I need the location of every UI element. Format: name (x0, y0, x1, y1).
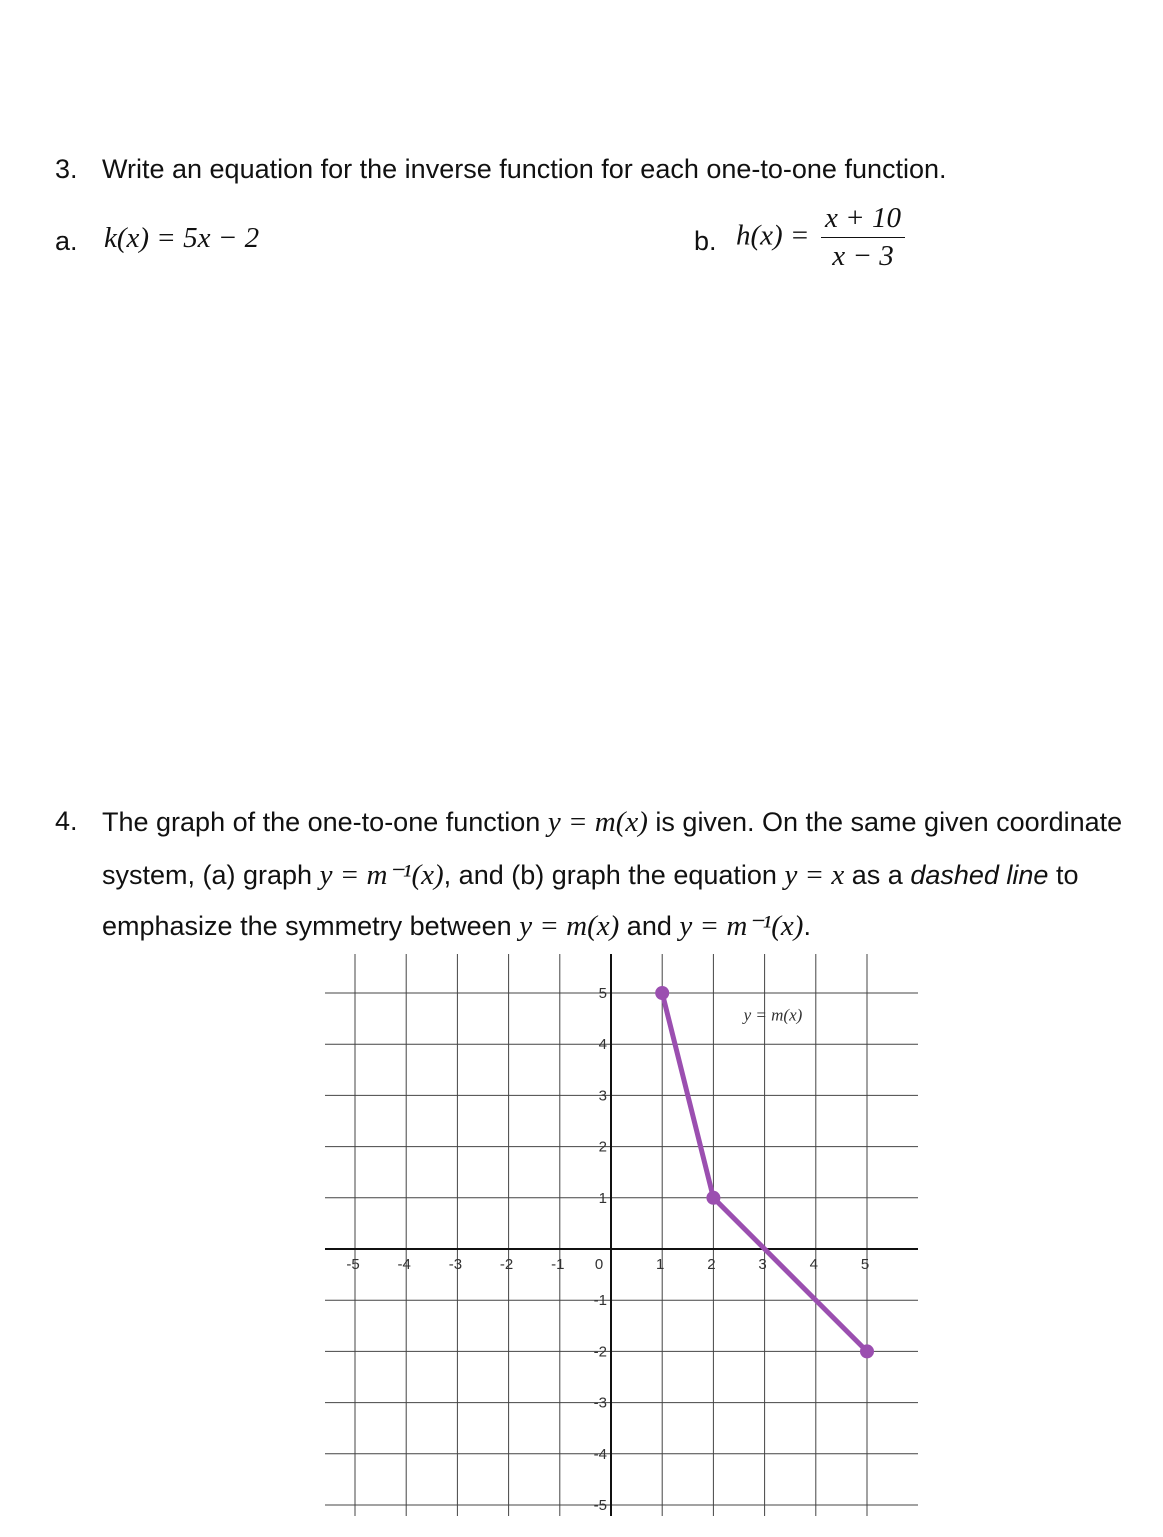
x-tick-label: -4 (397, 1256, 411, 1273)
y-tick-label: 5 (598, 985, 607, 1002)
y-tick-label: -3 (593, 1394, 607, 1412)
y-tick-label: -5 (593, 1497, 607, 1514)
series-annotation-label: y = m(x) (743, 1005, 803, 1025)
x-tick-label: 4 (809, 1256, 818, 1273)
x-tick-label: 1 (656, 1256, 665, 1273)
q3b-denominator: x − 3 (832, 240, 894, 272)
y-tick-label: 2 (598, 1138, 607, 1156)
q3b-fraction (821, 202, 905, 273)
x-tick-label: -1 (551, 1256, 565, 1273)
x-tick-label: 5 (860, 1256, 870, 1273)
q4-equation: y = m⁻¹(x) (319, 859, 444, 891)
q4-equation: y = m(x) (519, 910, 620, 942)
q4-text: and (626, 911, 672, 941)
y-tick-label: 4 (598, 1036, 607, 1054)
q4-number: 4. (55, 806, 78, 836)
x-tick-label: -5 (346, 1256, 360, 1273)
x-tick-label: -2 (499, 1256, 514, 1273)
q4-line-2 (102, 857, 1079, 892)
series-point (706, 1191, 720, 1205)
x-tick-label: 2 (707, 1256, 716, 1273)
q4-text: . (803, 911, 811, 941)
q4-text: is given. On the same given coordinate (655, 807, 1123, 837)
q3-number: 3. (55, 154, 78, 184)
q3a-label: a. (55, 226, 78, 256)
x-tick-label: -3 (448, 1256, 463, 1273)
q4-line-3 (102, 908, 811, 943)
y-tick-label: -2 (593, 1343, 607, 1361)
y-tick-label: -1 (593, 1292, 607, 1310)
y-tick-label: 1 (598, 1189, 607, 1207)
coordinate-grid-graph (320, 950, 925, 1520)
q3b-label: b. (694, 226, 717, 256)
y-tick-label: -4 (593, 1445, 607, 1463)
y-tick-label: 3 (598, 1087, 607, 1105)
q4-line-1 (102, 806, 1122, 839)
series-point (860, 1344, 874, 1358)
q4-text: The graph of the one-to-one function (102, 807, 541, 837)
series-point (655, 986, 669, 1000)
q4-emphasis: dashed line (910, 860, 1049, 890)
q3a-function: k(x) = 5x − 2 (104, 222, 260, 254)
q4-equation: y = m⁻¹(x) (679, 910, 804, 942)
q4-text: as a (851, 860, 903, 890)
q4-text: emphasize the symmetry between (102, 911, 512, 941)
x-tick-label: 3 (758, 1256, 767, 1273)
q4-equation: y = m(x) (547, 806, 648, 838)
q3b-function (736, 202, 905, 273)
q4-text: to (1055, 860, 1079, 890)
q4-text: , and (b) graph the equation (443, 860, 777, 890)
q3b-lhs: h(x) = (736, 219, 810, 252)
q4-equation: y = x (784, 859, 845, 891)
x-tick-label: 0 (594, 1256, 604, 1273)
q3-prompt: Write an equation for the inverse function for each one-to-one function. (102, 154, 947, 184)
q3b-numerator: x + 10 (821, 202, 905, 238)
q4-text: system, (a) graph (102, 860, 313, 890)
